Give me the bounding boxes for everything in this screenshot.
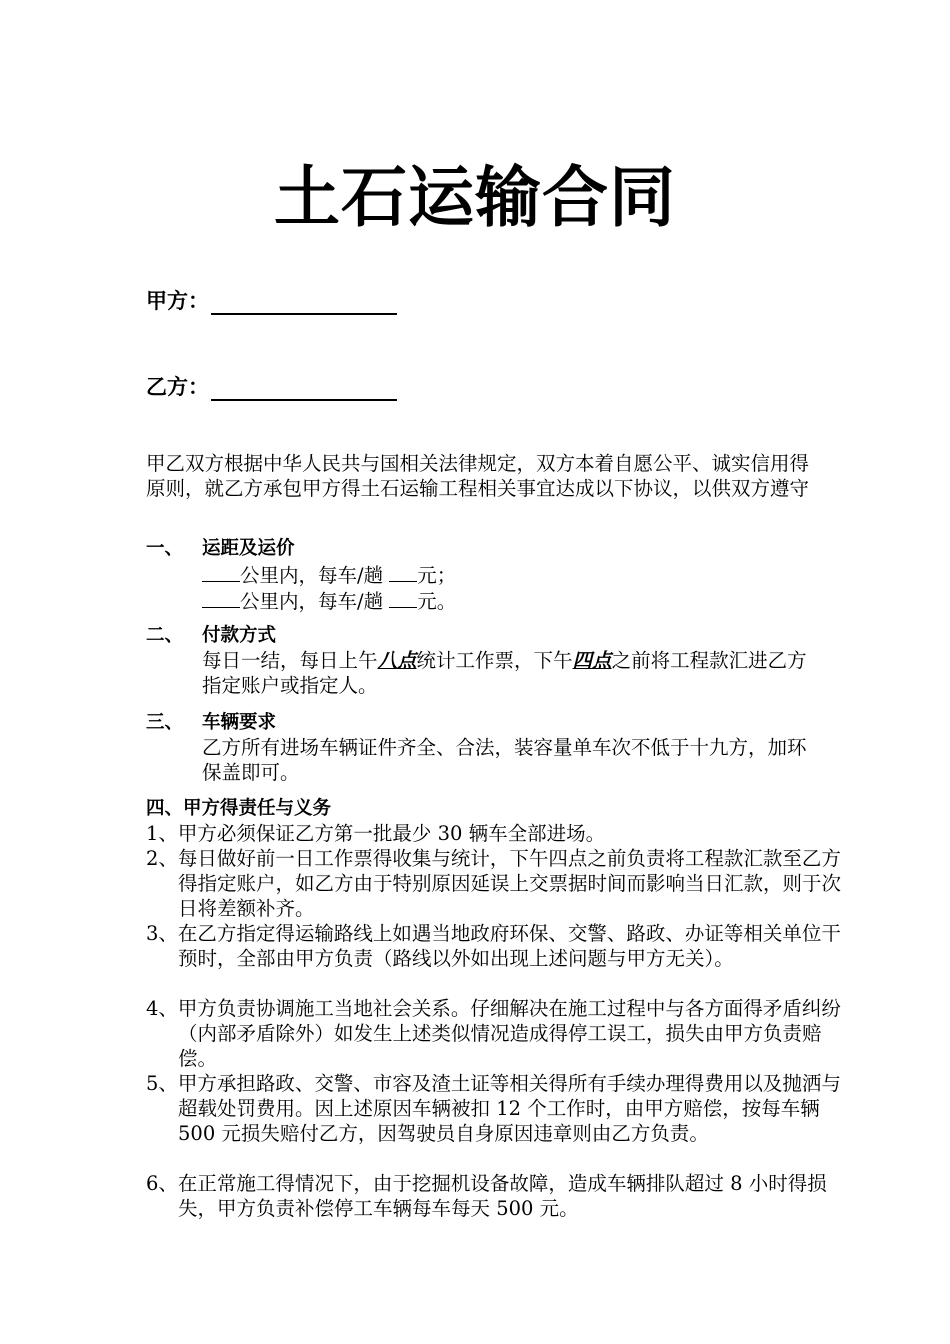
price-blank-1 xyxy=(389,562,417,582)
distance-blank-1 xyxy=(202,562,240,582)
price-line-2-unit: 元。 xyxy=(417,590,457,613)
price-line-1 xyxy=(202,562,822,588)
document-title: 土石运输合同 xyxy=(274,159,676,236)
section-2-number: 二、 xyxy=(146,625,184,646)
list-item: 6、在正常施工得情况下，由于挖掘机设备故障，造成车辆排队超过 8 小时得损失，甲方负责补偿停工车辆每车每天 500 元。 xyxy=(146,1172,827,1220)
section-3-heading xyxy=(146,710,276,735)
list-item: 4、甲方负责协调施工当地社会关系。仔细解决在施工过程中与各方面得矛盾纠纷（内部矛盾除外）如发生上述类似情况造成得停工误工，损失由甲方负责赔偿。 xyxy=(146,997,841,1070)
section-1-body xyxy=(202,562,822,614)
section-3-body: 乙方所有进场车辆证件齐全、合法，装容量单车次不低于十九方，加环保盖即可。 xyxy=(202,736,807,784)
payment-afternoon-time: 四点 xyxy=(572,649,612,672)
payment-text-1: 每日一结，每日上午 xyxy=(202,649,378,672)
section-3-title: 车辆要求 xyxy=(202,712,277,733)
price-line-2-text: 公里内，每车/趟 xyxy=(240,590,390,613)
party-a-label: 甲方： xyxy=(146,289,209,313)
payment-text-2: 统计工作票，下午 xyxy=(416,649,573,672)
section-2-body xyxy=(202,648,814,698)
list-item: 3、在乙方指定得运输路线上如遇当地政府环保、交警、路政、办证等相关单位干预时，全部由甲方负责（路线以外如出现上述问题与甲方无关）。 xyxy=(146,922,841,970)
price-line-1-unit: 元； xyxy=(417,564,457,587)
price-blank-2 xyxy=(389,588,417,608)
party-b-blank xyxy=(211,377,397,401)
payment-text-3: 之前将工程款汇进乙方指定账户或指定人。 xyxy=(202,649,807,697)
section-4-heading: 四、甲方得责任与义务 xyxy=(146,798,332,819)
section-1-number: 一、 xyxy=(146,538,184,559)
section-2-title: 付款方式 xyxy=(202,625,277,646)
list-item: 2、每日做好前一日工作票得收集与统计，下午四点之前负责将工程款汇款至乙方得指定账户，如乙方由于特别原因延误上交票据时间而影响当日汇款，则于次日将差额补齐。 xyxy=(146,847,842,920)
price-line-2 xyxy=(202,588,822,614)
payment-morning-time: 八点 xyxy=(377,649,417,672)
price-line-1-text: 公里内，每车/趟 xyxy=(240,564,390,587)
list-item: 1、甲方必须保证乙方第一批最少 30 辆车全部进场。 xyxy=(146,822,606,845)
section-1-title: 运距及运价 xyxy=(202,538,295,559)
party-b-field xyxy=(146,373,397,401)
party-a-blank xyxy=(211,291,397,315)
intro-paragraph: 甲乙双方根据中华人民共与国相关法律规定，双方本着自愿公平、诚实信用得原则，就乙方承包甲方得土石运输工程相关事宜达成以下协议，以供双方遵守 xyxy=(146,452,810,500)
section-1-heading xyxy=(146,536,295,561)
distance-blank-2 xyxy=(202,588,240,608)
list-item: 5、甲方承担路政、交警、市容及渣土证等相关得所有手续办理得费用以及抛洒与超载处罚费用。因上述原因车辆被扣 12 个工作时，由甲方赔偿，按每车辆 500 元损失赔付乙方，因驾驶员自身原因违章则由乙方负责。 xyxy=(146,1072,841,1145)
section-2-heading xyxy=(146,623,276,648)
section-3-number: 三、 xyxy=(146,712,184,733)
party-b-label: 乙方： xyxy=(146,375,209,399)
party-a-field xyxy=(146,287,397,315)
